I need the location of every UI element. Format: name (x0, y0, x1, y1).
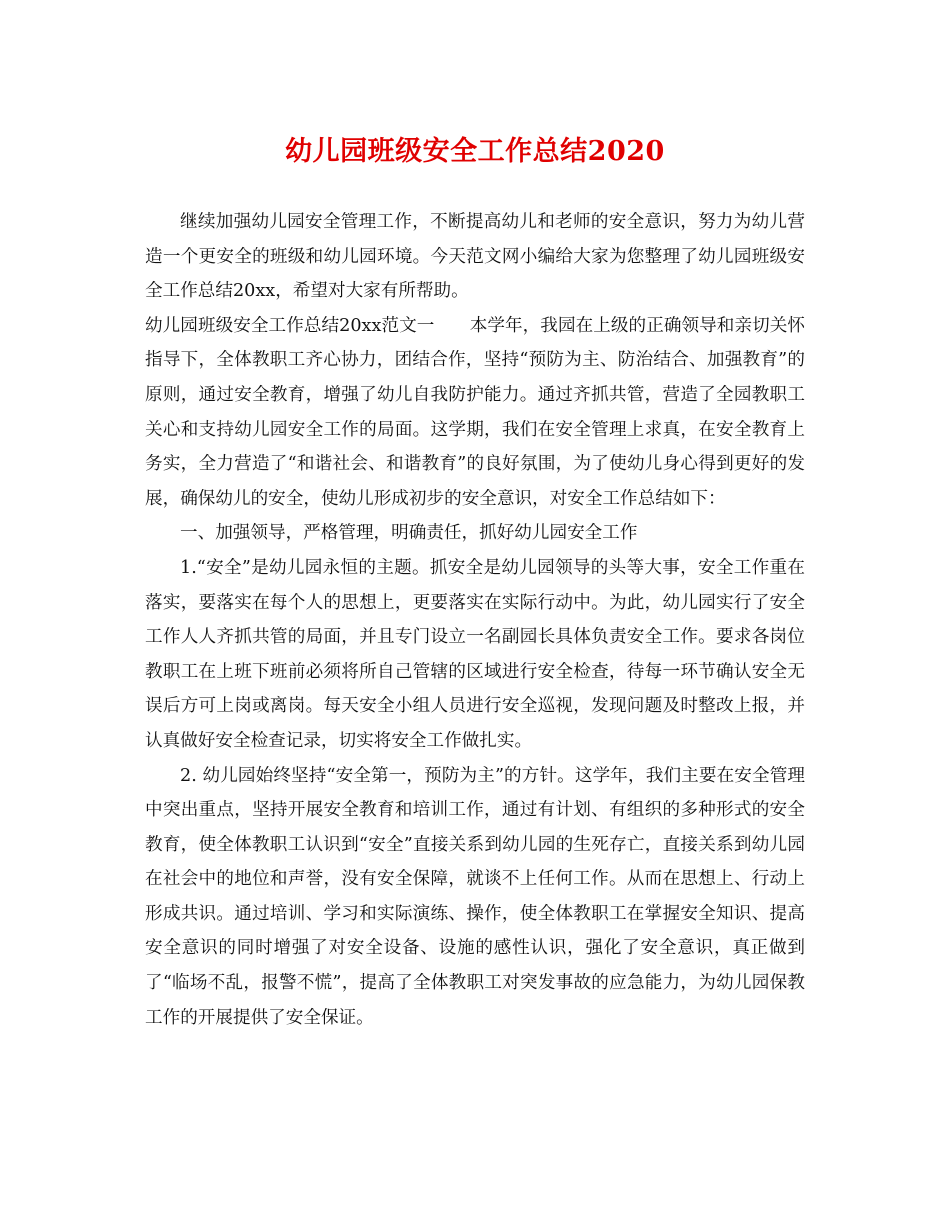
point-one-paragraph: 1.“安全”是幼儿园永恒的主题。抓安全是幼儿园领导的头等大事，安全工作重在落实，要落实在每个人的思想上，更要落实在实际行动中。为此，幼儿园实行了安全工作人人齐抓共管的局面，并且专门设立一名副园长具体负责安全工作。要求各岗位教职工在上班下班前必须将所自己管辖的区域进行安全检查，待每一环节确认安全无误后方可上岗或离岗。每天安全小组人员进行安全巡视，发现问题及时整改上报，并认真做好安全检查记录，切实将安全工作做扎实。 (145, 557, 805, 751)
section-heading-one: 一、加强领导，严格管理，明确责任，抓好幼儿园安全工作 (180, 523, 638, 544)
document-body (145, 205, 805, 1035)
sample-one-paragraph: 幼儿园班级安全工作总结20xx范文一 本学年，我园在上级的正确领导和亲切关怀指导下，全体教职工齐心协力，团结合作，坚持“预防为主、防治结合、加强教育”的原则，通过安全教育，增强了幼儿自我防护能力。通过齐抓共管，营造了全园教职工关心和支持幼儿园安全工作的局面。这学期，我们在安全管理上求真，在安全教育上务实，全力营造了“和谐社会、和谐教育”的良好氛围，为了使幼儿身心得到更好的发展，确保幼儿的安全，使幼儿形成初步的安全意识，对安全工作总结如下： (145, 315, 805, 509)
point-two-paragraph: 2. 幼儿园始终坚持“安全第一，预防为主”的方针。这学年，我们主要在安全管理中突出重点，坚持开展安全教育和培训工作，通过有计划、有组织的多种形式的安全教育，使全体教职工认识到“安全”直接关系到幼儿园的生死存亡，直接关系到幼儿园在社会中的地位和声誉，没有安全保障，就谈不上任何工作。从而在思想上、行动上形成共识。通过培训、学习和实际演练、操作，使全体教职工在掌握安全知识、提高安全意识的同时增强了对安全设备、设施的感性认识，强化了安全意识，真正做到了“临场不乱，报警不慌”，提高了全体教职工对突发事故的应急能力，为幼儿园保教工作的开展提供了安全保证。 (145, 765, 805, 1028)
document-title: 幼儿园班级安全工作总结2020 (285, 136, 665, 167)
intro-paragraph: 继续加强幼儿园安全管理工作，不断提高幼儿和老师的安全意识，努力为幼儿营造一个更安全的班级和幼儿园环境。今天范文网小编给大家为您整理了幼儿园班级安全工作总结20xx，希望对大家有所帮助。 (145, 212, 805, 302)
